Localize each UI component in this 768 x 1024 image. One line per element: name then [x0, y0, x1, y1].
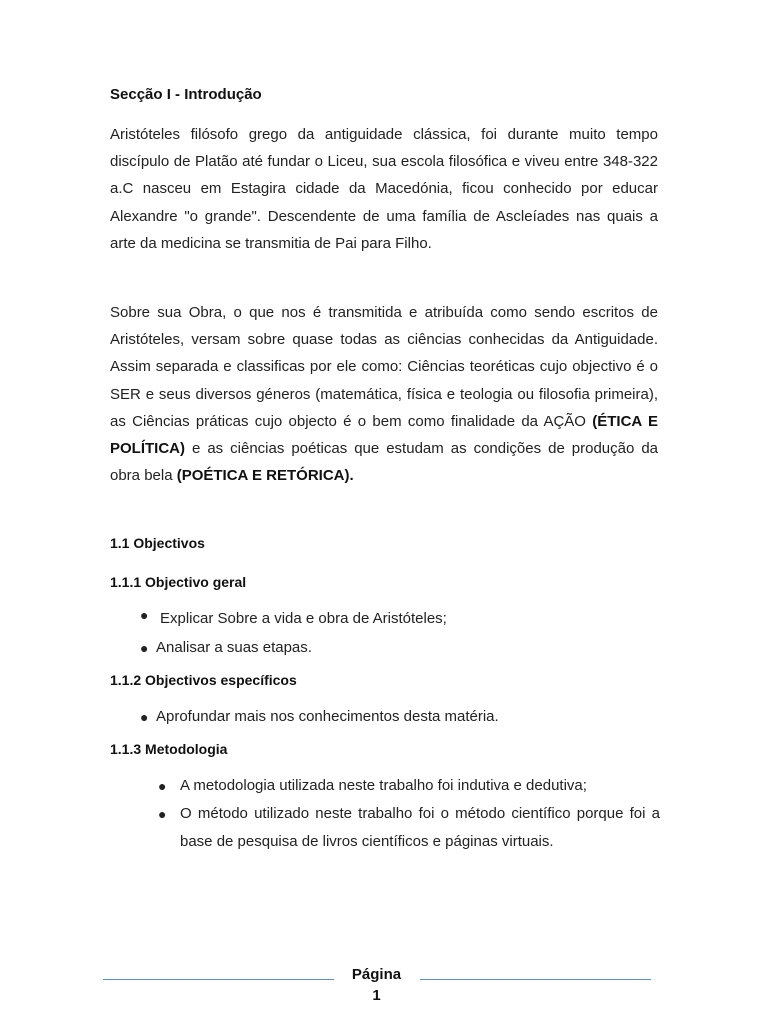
work-bold-poetics: (POÉTICA E RETÓRICA).	[176, 467, 354, 485]
footer-page-label: Página	[351, 966, 402, 983]
work-paragraph	[110, 299, 658, 489]
work-text-2: e as ciências poéticas que estudam as condições de produção da obra bela	[110, 440, 658, 485]
footer-rule-left	[103, 979, 334, 980]
footer-rule-right	[420, 979, 651, 980]
bullet-icon: ●	[140, 640, 149, 656]
intro-paragraph: Aristóteles filósofo grego da antiguidade clássica, foi durante muito tempo discípulo de Platão até fundar o Liceu, sua escola filosófica e viveu entre 348-322 a.C nasceu em Estagira cidade da Macedónia, ficou conhecido por educar Alexandre "o grande". Descendente de uma família de Ascleíades nas quais a arte da medicina se transmitia de Pai para Filho.	[110, 126, 658, 252]
specific-objective-item: Aprofundar mais nos conhecimentos desta matéria.	[156, 708, 499, 725]
work-text-1: Sobre sua Obra, o que nos é transmitida e atribuída como sendo escritos de Aristóteles, versam sobre quase todas as ciências conhecidas da Antiguidade. Assim separada e classificas por ele como: Ciências teoréticas cujo objectivo é o SER e seus diversos géneros (matemática, física e teologia ou filosofia primeira), as Ciências práticas cujo objecto é o bem como finalidade da AÇÃO	[110, 304, 658, 430]
bullet-icon: ●	[140, 607, 149, 623]
footer-page-number: 1	[372, 987, 381, 1004]
objectives-heading: 1.1 Objectivos	[110, 535, 205, 551]
methodology-heading: 1.1.3 Metodologia	[110, 741, 228, 757]
specific-objectives-heading: 1.1.2 Objectivos específicos	[110, 672, 297, 688]
section-title: Secção I - Introdução	[110, 86, 262, 103]
methodology-item: O método utilizado neste trabalho foi o método científico porque foi a base de pesquisa de livros científicos e páginas virtuais.	[180, 805, 660, 850]
general-objective-item: Explicar Sobre a vida e obra de Aristóteles;	[160, 610, 447, 627]
general-objective-item: Analisar a suas etapas.	[156, 639, 312, 656]
bullet-icon: ●	[158, 806, 167, 822]
general-objective-heading: 1.1.1 Objectivo geral	[110, 574, 247, 590]
bullet-icon: ●	[140, 709, 149, 725]
bullet-icon: ●	[158, 778, 167, 794]
work-bold-ethics: (ÉTICA E POLÍTICA)	[110, 412, 658, 458]
methodology-item: A metodologia utilizada neste trabalho foi indutiva e dedutiva;	[180, 777, 587, 794]
